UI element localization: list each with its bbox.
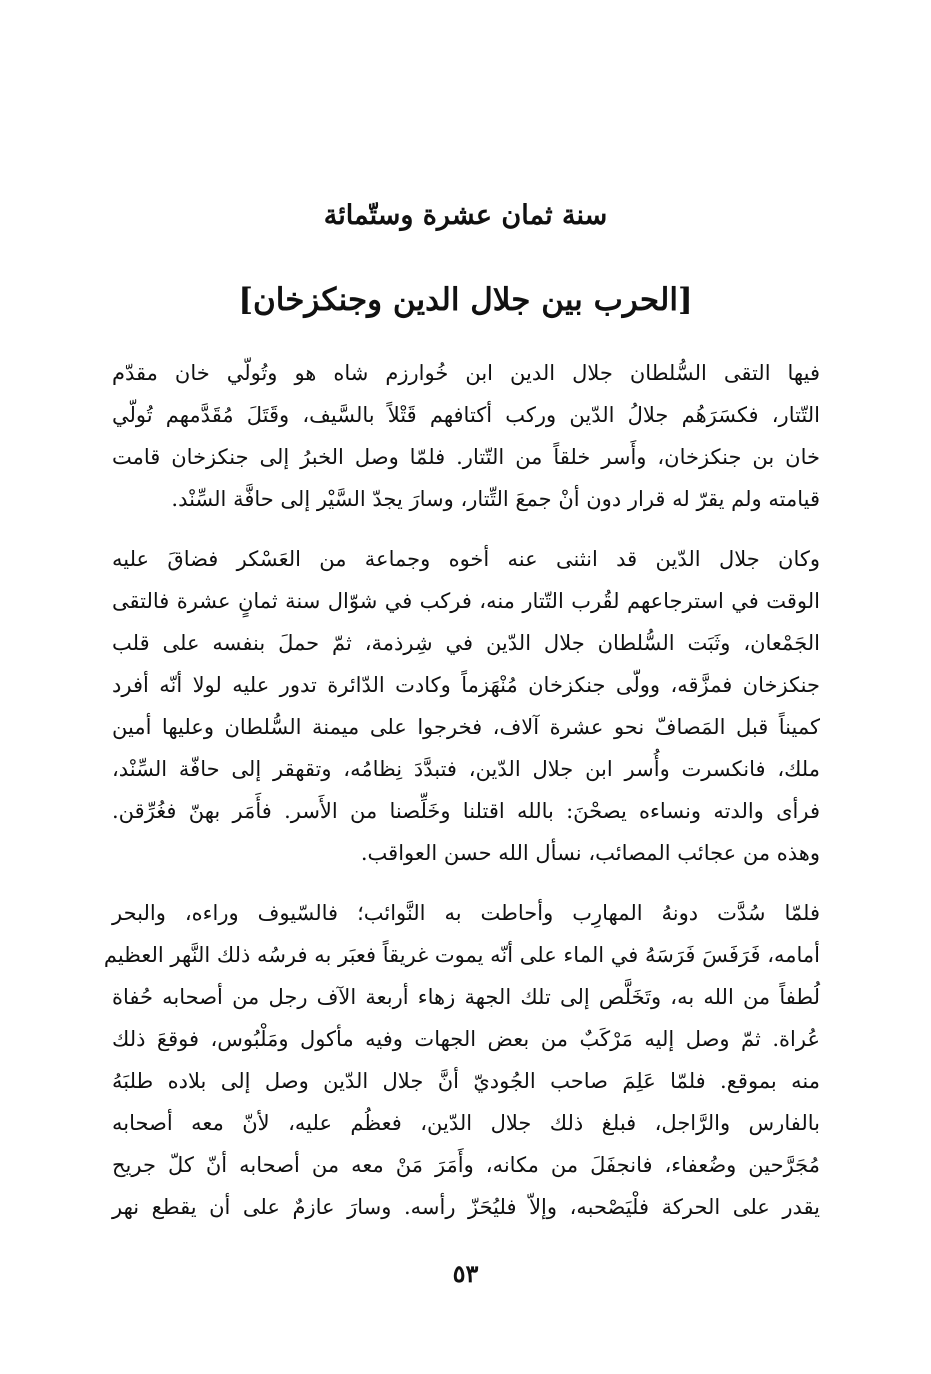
page-number: ٥٣: [452, 1259, 479, 1288]
section-heading: [الحرب بين جلال الدين وجنكزخان]: [238, 282, 693, 318]
text-line: فيها التقى السُّلطان جلال الدين ابن خُوارزم شاه هو وتُولّي خان مقدّم: [112, 361, 820, 385]
year-heading: سنة ثمان عشرة وستّمائة: [323, 200, 608, 231]
body-text: [103, 352, 820, 1228]
text-line: الجَمْعان، وثَبَت السُّلطان جلال الدّين في شِرذمة، ثمّ حملَ بنفسه على قلب: [112, 631, 820, 655]
text-line: منه بموقع. فلمّا عَلِمَ صاحب الجُوديّ أنَّ جلال الدّين وصل إلى بلاده طلبَهُ: [112, 1069, 820, 1093]
text-line: أمامه، فَرَفَسَ فَرَسَهُ في الماء على أنّه يموت غريقاً فعبَر به فرسُه ذلك النَّهر العظيم: [103, 943, 820, 967]
text-line: قيامته ولم يقرّ له قرار دون أنْ جمعَ التِّتار، وسارَ يجدّ السَّيْر إلى حافَّة السِّنْد.: [171, 487, 820, 511]
text-line: خان بن جنكزخان، وأَسر خلقاً من التّتار. فلمّا وصل الخبرُ إلى جنكزخان قامت: [112, 445, 820, 469]
paragraph-1: [112, 352, 820, 520]
text-line: بالفارس والرَّاجل، فبلغ ذلك جلال الدّين، فعظُم عليه، لأنّ معه أصحابه: [112, 1111, 820, 1135]
text-line: مُجَرَّحين وضُعفاء، فانجفَلَ من مكانه، وأَمَرَ مَنْ معه من أصحابه أنّ كلّ جريح: [112, 1153, 820, 1177]
text-line: فلمّا سُدَّت دونهُ المهارِب وأحاطت به النَّوائب؛ فالسّيوف وراءه، والبحر: [112, 901, 820, 925]
text-line: فرأى والدته ونساءه يصحْنَ: بالله اقتلنا وخَلِّصنا من الأَسر. فأَمَر بهنّ فغُرِّقن.: [112, 799, 820, 823]
text-line: كميناً قبل المَصافّ نحو عشرة آلاف، فخرجوا على ميمنة السُّلطان وعليها أمين: [112, 715, 820, 739]
text-line: وكان جلال الدّين قد انثنى عنه أخوه وجماعة من العَسْكر فضاقَ عليه: [112, 547, 820, 571]
text-line: التّتار، فكسَرَهُم جلالُ الدّين وركب أكتافهم قَتْلاً بالسَّيف، وقَتَلَ مُقَدَّمهم تُولّي: [112, 403, 820, 427]
text-line: يقدر على الحركة فلْيَصْحبه، وإلاّ فليُحَزّ رأسه. وسارَ عازمٌ على أن يقطع نهر: [112, 1195, 820, 1219]
paragraph-3: [103, 892, 820, 1228]
text-line: وهذه من عجائب المصائب، نسأل الله حسن العواقب.: [360, 841, 820, 865]
text-line: عُراة. ثمّ وصل إليه مَرْكَبٌ من بعض الجهات وفيه مأكول ومَلْبُوس، فوقعَ ذلك: [112, 1027, 820, 1051]
text-line: الوقت في استرجاعهم لقُرب التّتار منه، فركب في شوّال سنة ثمانٍ عشرة فالتقى: [112, 589, 820, 613]
paragraph-2: [112, 538, 820, 874]
text-line: لُطفاً من الله به، وتَخَلَّص إلى تلك الجهة زهاء أربعة الآف رجل من أصحابه حُفاة: [112, 985, 820, 1009]
text-line: ملك، فانكسرت وأُسر ابن جلال الدّين، فتبدَّدَ نِظامُه، وتقهقر إلى حافّة السِّنْد،: [112, 757, 820, 781]
text-line: جنكزخان فمزَّقه، وولّى جنكزخان مُنْهَزماً وكادت الدّائرة تدور عليه لولا أنّه أفرد: [112, 673, 820, 697]
